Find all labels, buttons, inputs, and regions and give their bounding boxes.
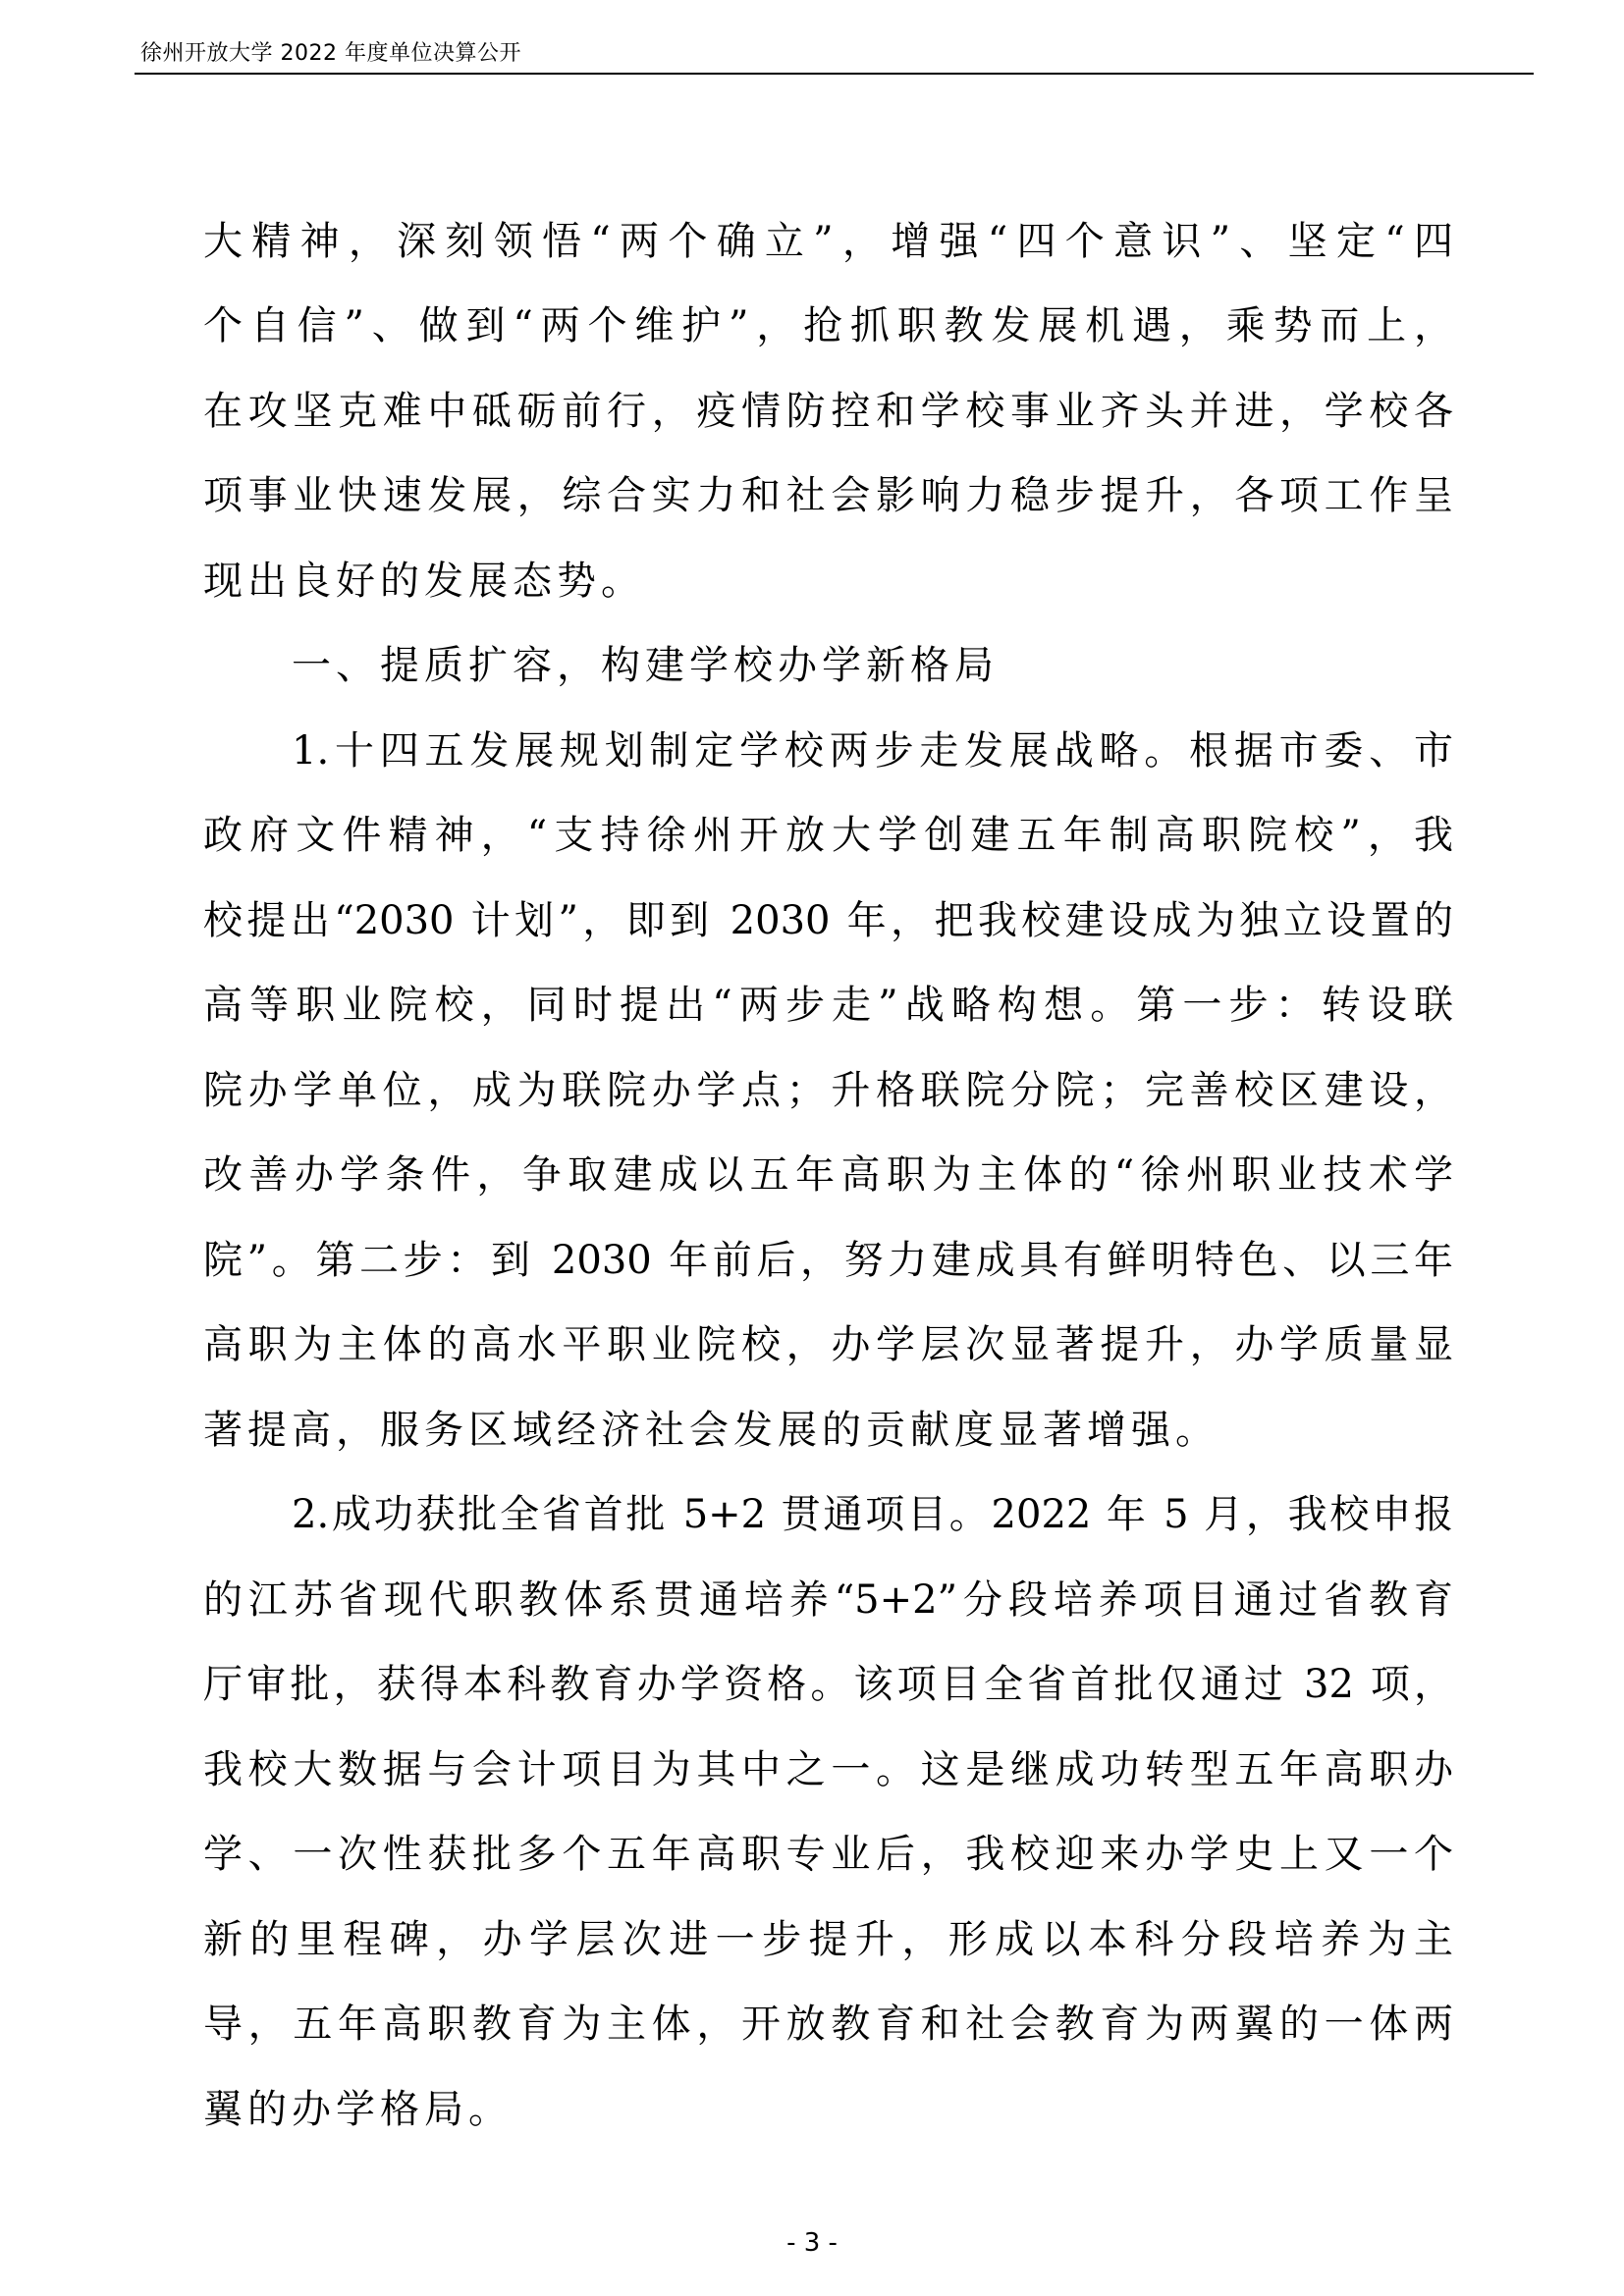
text-line: 的江苏省现代职教体系贯通培养“5+2”分段培养项目通过省教育	[203, 1577, 1453, 1623]
section-heading: 一、提质扩容，构建学校办学新格局	[292, 643, 999, 688]
numbered-item-2: 2.成功获批全省首批 5+2 贯通项目。2022 年 5 月，我校申报	[292, 1492, 1453, 1537]
text-line: 院”。第二步：到 2030 年前后，努力建成具有鲜明特色、以三年	[203, 1238, 1453, 1283]
text-line: 高职为主体的高水平职业院校，办学层次显著提升，办学质量显	[203, 1322, 1453, 1367]
text-line: 在攻坚克难中砥砺前行，疫情防控和学校事业齐头并进，学校各	[203, 389, 1453, 434]
text-line: 改善办学条件，争取建成以五年高职为主体的“徐州职业技术学	[203, 1152, 1453, 1198]
text-line: 学、一次性获批多个五年高职专业后，我校迎来办学史上又一个	[203, 1832, 1453, 1877]
text-line: 现出良好的发展态势。	[203, 559, 645, 604]
text-line: 校提出“2030 计划”，即到 2030 年，把我校建设成为独立设置的	[203, 898, 1453, 943]
page-number: - 3 -	[786, 2228, 838, 2258]
text-line: 大精神，深刻领悟“两个确立”，增强“四个意识”、坚定“四	[203, 219, 1453, 264]
text-line: 厅审批，获得本科教育办学资格。该项目全省首批仅通过 32 项，	[203, 1662, 1453, 1707]
text-line: 高等职业院校，同时提出“两步走”战略构想。第一步：转设联	[203, 983, 1453, 1028]
header-divider	[135, 73, 1534, 75]
numbered-item-1: 1.十四五发展规划制定学校两步走发展战略。根据市委、市	[292, 728, 1453, 774]
text-line: 院办学单位，成为联院办学点；升格联院分院；完善校区建设，	[203, 1068, 1453, 1113]
text-line: 导，五年高职教育为主体，开放教育和社会教育为两翼的一体两	[203, 2002, 1453, 2047]
text-line: 著提高，服务区域经济社会发展的贡献度显著增强。	[203, 1408, 1219, 1453]
text-line: 个自信”、做到“两个维护”，抢抓职教发展机遇，乘势而上，	[203, 303, 1453, 348]
text-line: 项事业快速发展，综合实力和社会影响力稳步提升，各项工作呈	[203, 473, 1453, 518]
header-title: 徐州开放大学 2022 年度单位决算公开	[140, 41, 521, 66]
text-line: 翼的办学格局。	[203, 2087, 513, 2132]
text-line: 政府文件精神，“支持徐州开放大学创建五年制高职院校”，我	[203, 813, 1453, 858]
text-line: 我校大数据与会计项目为其中之一。这是继成功转型五年高职办	[203, 1747, 1453, 1792]
text-line: 新的里程碑，办学层次进一步提升，形成以本科分段培养为主	[203, 1917, 1453, 1962]
